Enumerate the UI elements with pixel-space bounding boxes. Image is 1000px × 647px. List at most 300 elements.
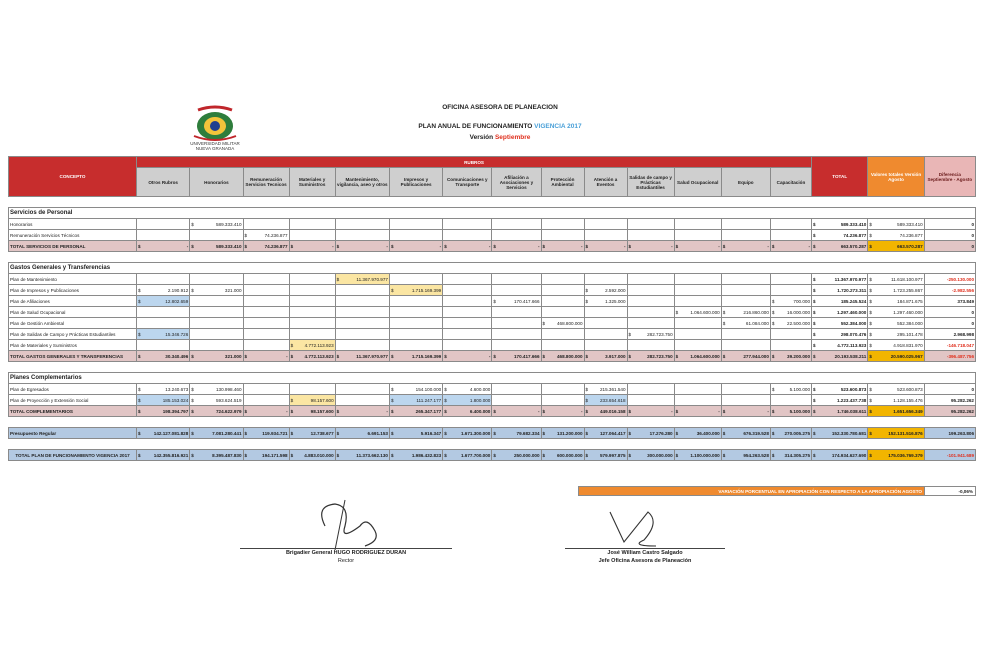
currency-sign: $ bbox=[138, 397, 141, 403]
row-agosto bbox=[868, 384, 924, 395]
currency-sign: $ bbox=[244, 452, 248, 458]
column-header: Protección Ambiental bbox=[541, 168, 584, 197]
currency-sign: $ bbox=[290, 342, 294, 348]
amount-cell bbox=[627, 384, 674, 395]
currency-sign: $ bbox=[138, 353, 141, 359]
amount-value: 184.871.675 bbox=[897, 298, 923, 304]
amount-cell bbox=[492, 351, 541, 362]
currency-sign: $ bbox=[138, 430, 141, 436]
amount-value: 700.000 bbox=[793, 298, 811, 304]
section-title: Planes Complementarios bbox=[9, 373, 976, 384]
table-row bbox=[9, 318, 976, 329]
amount-cell bbox=[627, 406, 674, 417]
amount-cell bbox=[770, 241, 811, 252]
amount-cell bbox=[492, 428, 541, 439]
amount-value: 22.500.000 bbox=[787, 320, 811, 326]
currency-sign: $ bbox=[869, 232, 872, 238]
column-header: Equipo bbox=[721, 168, 770, 197]
amount-value: 74.236.877 bbox=[264, 232, 288, 238]
currency-sign: $ bbox=[722, 309, 726, 315]
section-total-row bbox=[9, 406, 976, 417]
amount-cell bbox=[190, 230, 243, 241]
amount-cell bbox=[335, 351, 389, 362]
currency-sign: $ bbox=[244, 408, 248, 414]
row-total bbox=[812, 428, 868, 439]
variation-label: VARIACIÓN PORCENTUAL EN APROPIACIÓN CON RESPECTO A LA APROPIACIÓN AGOSTO bbox=[579, 487, 925, 496]
row-total bbox=[812, 351, 868, 362]
section-total-row bbox=[9, 351, 976, 362]
amount-value: 4.918.831.970 bbox=[893, 342, 923, 348]
amount-cell bbox=[137, 318, 190, 329]
row-diferencia: 373.849 bbox=[924, 296, 975, 307]
amount-value: 12.738.677 bbox=[310, 430, 334, 436]
amount-cell bbox=[289, 318, 335, 329]
amount-cell bbox=[674, 307, 721, 318]
amount-cell bbox=[492, 241, 541, 252]
amount-cell bbox=[190, 395, 243, 406]
amount-value: 174.934.627.690 bbox=[831, 452, 867, 458]
currency-sign: $ bbox=[336, 276, 340, 282]
amount-value: 589.333.410 bbox=[215, 243, 242, 249]
amount-cell bbox=[243, 274, 289, 285]
currency-sign: $ bbox=[771, 408, 775, 414]
currency-sign: $ bbox=[493, 298, 496, 304]
amount-cell bbox=[492, 450, 541, 461]
amount-cell bbox=[137, 450, 190, 461]
amount-value: 5.100.000 bbox=[789, 386, 811, 392]
planning-head-name: José William Castro Salgado bbox=[607, 550, 683, 556]
plan-title-prefix: PLAN ANUAL DE FUNCIONAMIENTO bbox=[418, 123, 535, 130]
section-title: Servicios de Personal bbox=[9, 208, 976, 219]
currency-sign: $ bbox=[813, 331, 816, 337]
amount-cell bbox=[492, 318, 541, 329]
spacer-cell bbox=[9, 252, 976, 263]
row-agosto bbox=[868, 351, 924, 362]
amount-cell bbox=[584, 384, 627, 395]
row-diferencia: 95.282.262 bbox=[924, 406, 975, 417]
currency-sign: $ bbox=[444, 243, 447, 249]
amount-value: 142.355.816.921 bbox=[153, 452, 189, 458]
amount-cell bbox=[541, 274, 584, 285]
amount-cell bbox=[243, 340, 289, 351]
column-header: Atención a Eventos bbox=[584, 168, 627, 197]
amount-value: 468.800.000 bbox=[556, 353, 583, 359]
amount-cell bbox=[674, 241, 721, 252]
amount-value: 1.325.000 bbox=[605, 298, 626, 304]
spacer-row bbox=[9, 417, 976, 428]
table-row bbox=[9, 307, 976, 318]
currency-sign: $ bbox=[628, 331, 632, 337]
amount-cell bbox=[627, 274, 674, 285]
amount-cell bbox=[584, 296, 627, 307]
amount-value: - bbox=[767, 243, 769, 249]
amount-value: - bbox=[767, 408, 769, 414]
row-diferencia: 0 bbox=[924, 384, 975, 395]
currency-sign: $ bbox=[628, 353, 632, 359]
row-diferencia: 0 bbox=[924, 307, 975, 318]
row-agosto bbox=[868, 274, 924, 285]
currency-sign: $ bbox=[813, 309, 816, 315]
amount-cell bbox=[584, 340, 627, 351]
planning-head-role: Jefe Oficina Asesora de Planeación bbox=[598, 558, 692, 564]
amount-cell bbox=[389, 241, 442, 252]
amount-cell bbox=[289, 450, 335, 461]
column-header: Remuneración Servicios Tecnicos bbox=[243, 168, 289, 197]
amount-cell bbox=[541, 340, 584, 351]
version-highlight: Septiembre bbox=[494, 134, 531, 141]
amount-value: 468.800.000 bbox=[556, 320, 583, 326]
amount-cell bbox=[443, 230, 492, 241]
column-header: Honorarios bbox=[190, 168, 243, 197]
amount-value: 4.772.113.923 bbox=[304, 342, 334, 348]
currency-sign: $ bbox=[869, 342, 872, 348]
amount-cell bbox=[243, 450, 289, 461]
row-diferencia: 2.968.998 bbox=[924, 329, 975, 340]
variation-value: -0,06% bbox=[925, 487, 976, 496]
amount-value: 39.200.000 bbox=[787, 353, 811, 359]
amount-cell bbox=[335, 340, 389, 351]
currency-sign: $ bbox=[813, 397, 816, 403]
row-agosto bbox=[868, 307, 924, 318]
amount-value: 277.944.000 bbox=[743, 353, 769, 359]
row-agosto bbox=[868, 428, 924, 439]
amount-cell bbox=[243, 406, 289, 417]
currency-sign: $ bbox=[444, 353, 447, 359]
amount-cell bbox=[137, 340, 190, 351]
amount-cell bbox=[443, 450, 492, 461]
amount-value: 233.654.618 bbox=[599, 397, 626, 403]
amount-value: - bbox=[580, 408, 583, 414]
amount-value: 676.319.528 bbox=[743, 430, 769, 436]
amount-cell bbox=[389, 428, 442, 439]
currency-sign: $ bbox=[869, 452, 872, 458]
amount-cell bbox=[492, 406, 541, 417]
amount-value: 11.367.970.977 bbox=[356, 276, 388, 282]
amount-cell bbox=[627, 296, 674, 307]
row-total bbox=[812, 274, 868, 285]
amount-cell bbox=[289, 395, 335, 406]
section-title: Gastos Generales y Transferencias bbox=[9, 263, 976, 274]
amount-cell bbox=[770, 318, 811, 329]
amount-value: - bbox=[718, 243, 720, 249]
amount-cell bbox=[770, 230, 811, 241]
currency-sign: $ bbox=[722, 243, 726, 249]
amount-cell bbox=[492, 230, 541, 241]
amount-value: 1.715.169.399 bbox=[411, 353, 442, 359]
spacer-cell bbox=[9, 362, 976, 373]
amount-value: 74.236.877 bbox=[264, 243, 288, 249]
currency-sign: $ bbox=[722, 408, 726, 414]
row-label: Plan de Mantenimiento bbox=[9, 274, 137, 285]
amount-cell bbox=[289, 428, 335, 439]
amount-cell bbox=[721, 395, 770, 406]
amount-cell bbox=[674, 395, 721, 406]
currency-sign: $ bbox=[628, 408, 632, 414]
amount-cell bbox=[190, 329, 243, 340]
column-header: Salud Ocupacional bbox=[674, 168, 721, 197]
amount-cell bbox=[389, 450, 442, 461]
rector-name: Brigadier General HUGO RODRIGUEZ DURAN bbox=[285, 550, 407, 556]
amount-cell bbox=[770, 219, 811, 230]
currency-sign: $ bbox=[290, 408, 294, 414]
section-title-row bbox=[9, 373, 976, 384]
amount-value: - bbox=[286, 353, 288, 359]
row-total bbox=[812, 384, 868, 395]
amount-cell bbox=[721, 285, 770, 296]
row-diferencia: -146.718.047 bbox=[924, 340, 975, 351]
table-row bbox=[9, 285, 976, 296]
currency-sign: $ bbox=[138, 243, 141, 249]
amount-cell bbox=[289, 219, 335, 230]
amount-value: 724.622.979 bbox=[215, 408, 242, 414]
currency-sign: $ bbox=[336, 243, 340, 249]
amount-cell bbox=[627, 307, 674, 318]
amount-value: 98.157.600 bbox=[310, 397, 334, 403]
currency-sign: $ bbox=[444, 430, 447, 436]
amount-cell bbox=[243, 241, 289, 252]
amount-value: 663.570.287 bbox=[897, 243, 923, 249]
column-header: Otros Rubros bbox=[137, 168, 190, 197]
row-label: Plan de Gestión Ambiental bbox=[9, 318, 137, 329]
amount-cell bbox=[492, 340, 541, 351]
row-agosto bbox=[868, 230, 924, 241]
plan-total-row bbox=[9, 450, 976, 461]
amount-cell bbox=[190, 428, 243, 439]
amount-cell bbox=[674, 329, 721, 340]
amount-value: 250.000.000 bbox=[513, 452, 540, 458]
amount-value: 1.800.000 bbox=[469, 397, 491, 403]
currency-sign: $ bbox=[628, 243, 632, 249]
amount-value: 13.240.673 bbox=[165, 386, 189, 392]
row-diferencia: 0 bbox=[924, 318, 975, 329]
amount-cell bbox=[190, 296, 243, 307]
amount-value: 589.333.410 bbox=[840, 221, 867, 227]
currency-sign: $ bbox=[813, 430, 816, 436]
amount-cell bbox=[541, 351, 584, 362]
currency-sign: $ bbox=[771, 430, 775, 436]
amount-value: 4.772.113.923 bbox=[304, 353, 334, 359]
currency-sign: $ bbox=[290, 430, 294, 436]
currency-sign: $ bbox=[390, 452, 394, 458]
amount-cell bbox=[389, 340, 442, 351]
amount-cell bbox=[137, 395, 190, 406]
row-diferencia: 0 bbox=[924, 219, 975, 230]
amount-value: 295.101.478 bbox=[897, 331, 923, 337]
currency-sign: $ bbox=[869, 408, 872, 414]
header-row bbox=[9, 157, 976, 168]
amount-cell bbox=[627, 340, 674, 351]
amount-cell bbox=[243, 296, 289, 307]
amount-value: 20.193.538.211 bbox=[834, 353, 867, 359]
currency-sign: $ bbox=[542, 353, 546, 359]
amount-cell bbox=[721, 307, 770, 318]
amount-value: 282.723.750 bbox=[647, 353, 673, 359]
currency-sign: $ bbox=[813, 287, 816, 293]
currency-sign: $ bbox=[290, 243, 294, 249]
currency-sign: $ bbox=[138, 298, 141, 304]
amount-value: 6.400.000 bbox=[469, 408, 491, 414]
currency-sign: $ bbox=[675, 408, 679, 414]
amount-value: 74.236.877 bbox=[899, 232, 923, 238]
amount-cell bbox=[443, 219, 492, 230]
amount-cell bbox=[243, 384, 289, 395]
amount-cell bbox=[584, 307, 627, 318]
currency-sign: $ bbox=[444, 397, 447, 403]
currency-sign: $ bbox=[869, 221, 872, 227]
amount-cell bbox=[770, 384, 811, 395]
row-agosto bbox=[868, 329, 924, 340]
amount-value: 1.746.038.611 bbox=[837, 408, 867, 414]
row-diferencia: 0 bbox=[924, 241, 975, 252]
row-agosto bbox=[868, 296, 924, 307]
amount-value: 185.153.024 bbox=[162, 397, 189, 403]
amount-value: 1.720.273.311 bbox=[837, 287, 867, 293]
row-total bbox=[812, 318, 868, 329]
amount-cell bbox=[190, 340, 243, 351]
column-header: Impresos y Publicaciones bbox=[389, 168, 442, 197]
amount-cell bbox=[443, 428, 492, 439]
amount-cell bbox=[335, 384, 389, 395]
amount-value: 6.691.153 bbox=[367, 430, 388, 436]
amount-cell bbox=[541, 296, 584, 307]
amount-cell bbox=[674, 450, 721, 461]
amount-value: 215.361.540 bbox=[599, 386, 626, 392]
amount-cell bbox=[721, 428, 770, 439]
amount-value: 4.772.113.923 bbox=[837, 342, 867, 348]
amount-cell bbox=[190, 241, 243, 252]
amount-value: - bbox=[488, 243, 491, 249]
currency-sign: $ bbox=[813, 243, 816, 249]
plan-title-highlight: VIGENCIA 2017 bbox=[534, 123, 582, 130]
amount-value: 282.723.750 bbox=[647, 331, 673, 337]
section-title-row bbox=[9, 263, 976, 274]
currency-sign: $ bbox=[542, 243, 546, 249]
amount-cell bbox=[674, 428, 721, 439]
row-label: TOTAL GASTOS GENERALES Y TRANSFERENCIAS bbox=[9, 351, 137, 362]
amount-value: 4.600.000 bbox=[469, 386, 491, 392]
amount-cell bbox=[289, 351, 335, 362]
amount-cell bbox=[289, 296, 335, 307]
amount-value: 954.263.528 bbox=[743, 452, 769, 458]
currency-sign: $ bbox=[191, 386, 194, 392]
amount-cell bbox=[190, 307, 243, 318]
amount-cell bbox=[584, 428, 627, 439]
amount-cell bbox=[335, 329, 389, 340]
currency-sign: $ bbox=[390, 397, 394, 403]
amount-cell bbox=[243, 428, 289, 439]
currency-sign: $ bbox=[244, 243, 248, 249]
amount-cell bbox=[389, 274, 442, 285]
amount-cell bbox=[721, 406, 770, 417]
amount-value: 270.005.275 bbox=[784, 430, 811, 436]
row-total bbox=[812, 450, 868, 461]
amount-cell bbox=[541, 395, 584, 406]
rubros-header: RUBROS bbox=[137, 157, 812, 168]
amount-cell bbox=[443, 395, 492, 406]
amount-value: 1.064.600.000 bbox=[690, 309, 720, 315]
amount-value: 7.081.280.441 bbox=[212, 430, 242, 436]
amount-value: - bbox=[580, 243, 583, 249]
amount-cell bbox=[584, 285, 627, 296]
amount-cell bbox=[627, 230, 674, 241]
planning-head-signature-line bbox=[565, 548, 725, 549]
amount-cell bbox=[289, 285, 335, 296]
amount-cell bbox=[674, 318, 721, 329]
row-diferencia: 95.282.262 bbox=[924, 395, 975, 406]
row-label: Presupuesto Regular bbox=[9, 428, 137, 439]
amount-value: - bbox=[439, 243, 442, 249]
currency-sign: $ bbox=[390, 386, 394, 392]
amount-cell bbox=[289, 406, 335, 417]
currency-sign: $ bbox=[628, 452, 632, 458]
amount-cell bbox=[492, 395, 541, 406]
amount-cell bbox=[289, 230, 335, 241]
currency-sign: $ bbox=[444, 408, 447, 414]
currency-sign: $ bbox=[771, 320, 775, 326]
currency-sign: $ bbox=[813, 221, 816, 227]
row-label: Honorarios bbox=[9, 219, 137, 230]
column-header: Comunicaciones y Transporte bbox=[443, 168, 492, 197]
row-diferencia: 199.263.806 bbox=[924, 428, 975, 439]
total-header: TOTAL bbox=[812, 157, 868, 197]
amount-cell bbox=[541, 241, 584, 252]
table-row bbox=[9, 296, 976, 307]
amount-cell bbox=[137, 219, 190, 230]
amount-cell bbox=[389, 406, 442, 417]
amount-cell bbox=[541, 450, 584, 461]
planning-head-signature-icon bbox=[600, 502, 670, 550]
amount-cell bbox=[335, 428, 389, 439]
row-agosto bbox=[868, 241, 924, 252]
currency-sign: $ bbox=[869, 386, 872, 392]
amount-cell bbox=[190, 318, 243, 329]
amount-cell bbox=[190, 285, 243, 296]
row-label: Plan de Impresos y Publicaciones bbox=[9, 285, 137, 296]
currency-sign: $ bbox=[771, 353, 775, 359]
currency-sign: $ bbox=[138, 386, 141, 392]
amount-cell bbox=[627, 285, 674, 296]
currency-sign: $ bbox=[191, 287, 194, 293]
amount-cell bbox=[541, 219, 584, 230]
amount-value: 1.723.255.867 bbox=[893, 287, 923, 293]
amount-cell bbox=[627, 241, 674, 252]
rector-signature-icon bbox=[305, 496, 395, 552]
row-agosto bbox=[868, 406, 924, 417]
amount-cell bbox=[137, 230, 190, 241]
amount-value: 579.997.875 bbox=[599, 452, 626, 458]
amount-value: 2.592.000 bbox=[605, 287, 626, 293]
amount-cell bbox=[335, 307, 389, 318]
amount-value: 321.000 bbox=[224, 287, 242, 293]
amount-value: - bbox=[537, 408, 540, 414]
currency-sign: $ bbox=[585, 386, 589, 392]
currency-sign: $ bbox=[675, 452, 679, 458]
currency-sign: $ bbox=[722, 353, 726, 359]
spacer-row bbox=[9, 197, 976, 208]
amount-value: 11.373.662.130 bbox=[356, 452, 388, 458]
currency-sign: $ bbox=[813, 276, 816, 282]
amount-cell bbox=[389, 285, 442, 296]
version-title bbox=[0, 134, 1000, 141]
currency-sign: $ bbox=[336, 353, 340, 359]
amount-value: 111.247.177 bbox=[416, 397, 442, 403]
amount-cell bbox=[335, 274, 389, 285]
amount-cell bbox=[137, 241, 190, 252]
amount-cell bbox=[190, 351, 243, 362]
amount-cell bbox=[443, 351, 492, 362]
currency-sign: $ bbox=[191, 397, 194, 403]
amount-cell bbox=[627, 329, 674, 340]
